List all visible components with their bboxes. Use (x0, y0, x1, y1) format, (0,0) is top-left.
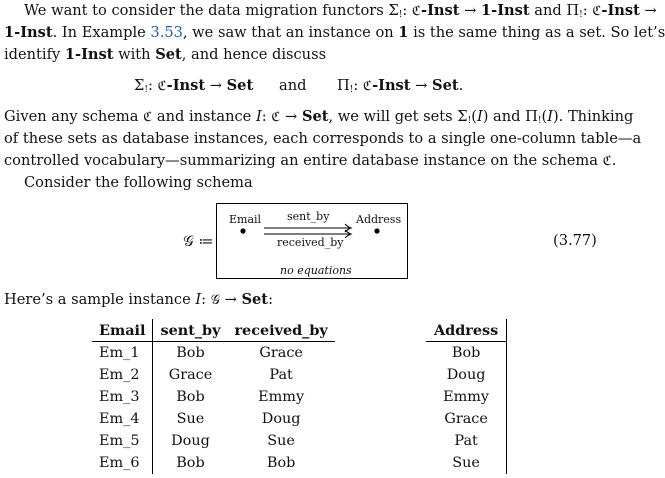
table-cell: Grace (426, 408, 507, 430)
table-row (426, 408, 507, 430)
table-row (92, 408, 335, 430)
table-row (92, 386, 335, 408)
received-by-arrow (264, 230, 351, 238)
table-row (92, 430, 335, 452)
para2-line3: controlled vocabulary—summarizing an entire database instance on the schema ℭ. (4, 152, 617, 169)
example-reference-link[interactable]: 3.53 (150, 24, 183, 41)
table-row (426, 452, 507, 474)
para2-line2: of these sets as database instances, each corresponds to a single one-column table—a (4, 130, 642, 147)
schema-lhs: 𝒢 ≔ (183, 232, 214, 250)
table-cell: Sue (176, 411, 205, 427)
table-cell: Em_3 (92, 386, 153, 408)
table-row (426, 364, 507, 386)
display-eq-pi: $\Pi_!$: ℭ-Inst → Set. (337, 77, 464, 95)
table-cell: Emmy (258, 389, 305, 405)
column-header-sent-by: sent_by (153, 319, 228, 342)
column-header-received-by: received_by (227, 319, 334, 342)
table-cell: Em_1 (92, 342, 153, 365)
table-cell: Sue (426, 452, 507, 474)
table-row (426, 386, 507, 408)
table-cell: Bob (176, 455, 205, 471)
table-row (426, 342, 507, 365)
table-row (426, 430, 507, 452)
table-row (92, 452, 335, 474)
para2-line4: Consider the following schema (24, 174, 253, 191)
sent-by-arrow (264, 224, 351, 232)
para2-line1: Given any schema ℭ and instance I: ℭ → Set, we will get sets $\Sigma_!(I)$ and $\Pi_!(I)$. Thinking (4, 108, 634, 126)
table-header-row (426, 319, 507, 342)
table-header-row (92, 319, 335, 342)
table-cell: Em_4 (92, 408, 153, 430)
display-eq-and: and (279, 77, 307, 94)
node-address-label: Address (356, 213, 402, 226)
table-cell: Em_5 (92, 430, 153, 452)
table-cell: Bob (426, 342, 507, 365)
sample-instance-line: Here’s a sample instance I: 𝒢 → Set: (4, 291, 273, 308)
table-cell: Em_6 (92, 452, 153, 474)
display-eq-sigma: $\Sigma_!$: ℭ-Inst → Set (134, 77, 254, 95)
table-row (92, 342, 335, 365)
table-cell: Grace (259, 345, 303, 361)
para1-line2: 1-Inst. In Example 3.53, we saw that an instance on 1 is the same thing as a set. So let’s (4, 24, 665, 41)
email-table (92, 319, 335, 474)
table-cell: Doug (171, 433, 210, 449)
arrow-received-by-label: received_by (277, 236, 344, 249)
address-table (426, 319, 507, 474)
para1-line3: identify 1-Inst with Set, and hence discuss (4, 46, 327, 63)
table-cell: Bob (266, 455, 296, 471)
table-cell: Em_2 (92, 364, 153, 386)
table-cell: Bob (176, 389, 205, 405)
equation-number: (3.77) (553, 232, 597, 249)
schema-diagram (216, 203, 408, 279)
column-header-email: Email (92, 319, 153, 342)
table-cell: Pat (269, 367, 293, 383)
column-header-address: Address (426, 319, 507, 342)
table-cell: Pat (426, 430, 507, 452)
table-cell: Grace (168, 367, 213, 383)
table-cell: Bob (176, 345, 205, 361)
table-row (92, 364, 335, 386)
para1-line1: We want to consider the data migration functors $\Sigma_!$: ℭ-Inst → 1-Inst and $\Pi_!$: ℭ-Inst → (24, 2, 657, 20)
node-email-label: Email (229, 213, 262, 226)
table-cell: Doug (426, 364, 507, 386)
no-equations-note: no equations (280, 264, 352, 277)
table-cell: Doug (261, 411, 301, 427)
node-email-dot (240, 228, 245, 233)
node-address-dot (374, 228, 379, 233)
arrow-sent-by-label: sent_by (287, 210, 330, 223)
table-cell: Sue (267, 433, 295, 449)
table-cell: Emmy (426, 386, 507, 408)
